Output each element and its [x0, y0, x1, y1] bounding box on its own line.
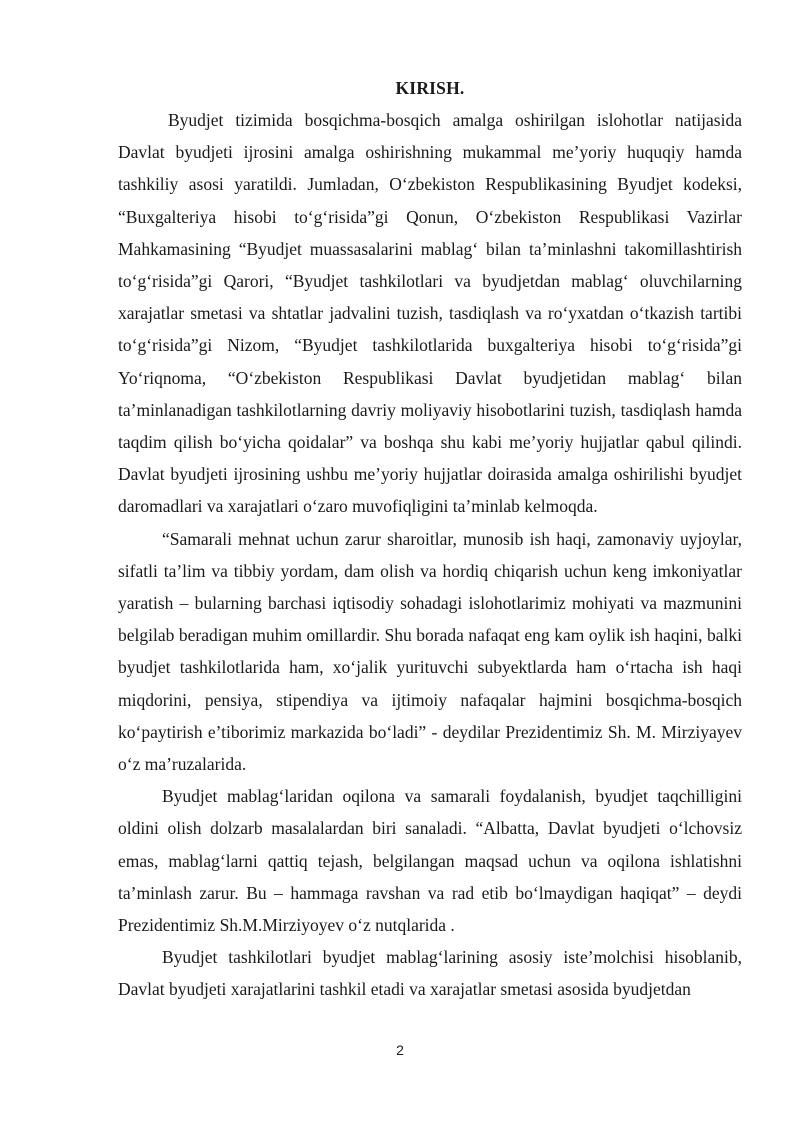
- paragraph-4: Byudjet tashkilotlari byudjet mablag‘larining asosiy iste’molchisi hisoblanib, Davlat byudjeti xarajatlarini tashkil etadi va xarajatlar smetasi asosida byudjetdan: [118, 947, 742, 1000]
- page-number: 2: [396, 1042, 404, 1058]
- section-title: KIRISH.: [395, 78, 465, 98]
- page-content: [118, 72, 742, 1006]
- paragraph-2: “Samarali mehnat uchun zarur sharoitlar, munosib ish haqi, zamonaviy uyjoylar, sifatli ta’lim va tibbiy yordam, dam olish va hordiq chiqarish uchun keng imkoniyatlar yaratish – bularning barchasi iqtisodiy sohadagi islohotlarimiz mohiyati va mazmunini belgilab beradigan muhim omillardir. Shu borada nafaqat eng kam oylik ish haqini, balki byudjet tashkilotlarida ham, xo‘jalik yurituvchi subyektlarda ham o‘rtacha ish haqi miqdorini, pensiya, stipendiya va ijtimoiy nafaqalar hajmini bosqichma-bosqich ko‘paytirish e’tiborimiz markazida bo‘ladi” - deydilar Prezidentimiz Sh. M. Mirziyayev o‘z ma’ruzalarida.: [118, 528, 742, 775]
- paragraph-3: Byudjet mablag‘laridan oqilona va samarali foydalanish, byudjet taqchilligini oldini olish dolzarb masalalardan biri sanaladi. “Albatta, Davlat byudjeti o‘lchovsiz emas, mablag‘larni qattiq tejash, belgilangan maqsad uchun va oqilona ishlatishni ta’minlash zarur. Bu – hammaga ravshan va rad etib bo‘lmaydigan haqiqat” – deydi Prezidentimiz Sh.M.Mirziyoyev o‘z nutqlarida .: [118, 786, 742, 936]
- paragraph-1: Byudjet tizimida bosqichma-bosqich amalga oshirilgan islohotlar natijasida Davlat byudjeti ijrosini amalga oshirishning mukammal me’yoriy huquqiy hamda tashkiliy asosi yaratildi. Jumladan, O‘zbekiston Respublikasining Byudjet kodeksi, “Buxgalteriya hisobi to‘g‘risida”gi Qonun, O‘zbekiston Respublikasi Vazirlar Mahkamasining “Byudjet muassasalarini mablag‘ bilan ta’minlashni takomillashtirish to‘g‘risida”gi Qarori, “Byudjet tashkilotlari va byudjetdan mablag‘ oluvchilarning xarajatlar smetasi va shtatlar jadvalini tuzish, tasdiqlash va ro‘yxatdan o‘tkazish tartibi to‘g‘risida”gi Nizom, “Byudjet tashkilotlarida buxgalteriya hisobi to‘g‘risida”gi Yo‘riqnoma, “O‘zbekiston Respublikasi Davlat byudjetidan mablag‘ bilan ta’minlanadigan tashkilotlarning davriy moliyaviy hisobotlarini tuzish, tasdiqlash hamda taqdim qilish bo‘yicha qoidalar” va boshqa shu kabi me’yoriy hujjatlar qabul qilindi. Davlat byudjeti ijrosining ushbu me’yoriy hujjatlar doirasida amalga oshirilishi byudjet daromadlari va xarajatlari o‘zaro muvofiqligini ta’minlab kelmoqda.: [118, 110, 742, 517]
